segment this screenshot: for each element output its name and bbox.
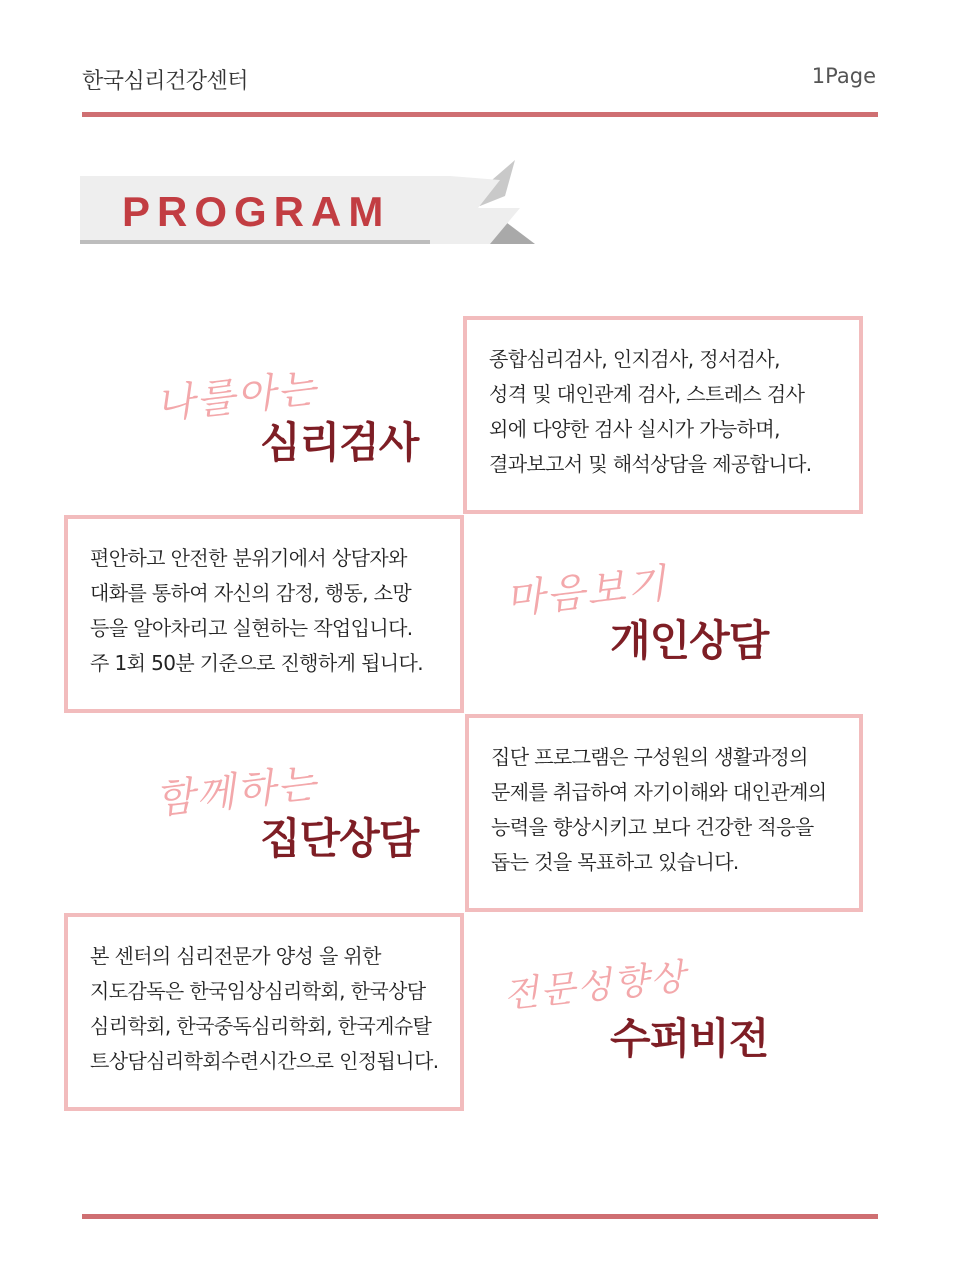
description-box-1 [463,316,863,514]
script-label-3: 함께하는 [153,760,320,824]
text-line: 등을 알아차리고 실현하는 작업입니다. [90,616,413,640]
text-line: 지도감독은 한국임상심리학회, 한국상담 [90,979,426,1003]
script-label-4: 전문성향상 [501,956,689,1017]
text-line: 종합심리검사, 인지검사, 정서검사, [489,347,780,371]
description-box-3 [465,714,863,912]
program-title: PROGRAM [122,188,391,235]
text-line: 대화를 통하여 자신의 감정, 행동, 소망 [90,581,412,605]
heading-group-counseling: 집단상담 [260,814,419,863]
text-line: 집단 프로그램은 구성원의 생활과정의 [491,745,808,769]
text-line: 성격 및 대인관계 검사, 스트레스 검사 [489,382,805,406]
bottom-divider [82,1214,878,1219]
text-line: 편안하고 안전한 분위기에서 상담자와 [90,546,407,570]
text-line: 주 1회 50분 기준으로 진행하게 됩니다. [90,651,423,675]
description-box-2 [64,515,464,713]
description-box-4 [64,913,464,1111]
heading-supervision: 수퍼비전 [610,1014,769,1063]
heading-psych-test: 심리검사 [260,418,419,467]
header-title: 한국심리건강센터 [82,69,249,94]
text-line: 돕는 것을 목표하고 있습니다. [491,850,739,874]
text-line: 심리학회, 한국중독심리학회, 한국게슈탈 [90,1014,432,1038]
text-line: 트상담심리학회수련시간으로 인정됩니다. [90,1049,439,1073]
top-divider [82,112,878,117]
ribbon-shadow [80,240,430,244]
text-line: 문제를 취급하여 자기이해와 대인관계의 [491,780,827,804]
page-number: 1Page [811,64,876,88]
script-label-2: 마음보기 [503,560,670,624]
text-line: 결과보고서 및 해석상담을 제공합니다. [489,452,812,476]
text-line: 능력을 향상시키고 보다 건강한 적응을 [491,815,814,839]
text-line: 본 센터의 심리전문가 양성 을 위한 [90,944,381,968]
heading-individual-counseling: 개인상담 [610,616,769,665]
script-label-1: 나를아는 [153,365,320,429]
text-line: 외에 다양한 검사 실시가 가능하며, [489,417,780,441]
